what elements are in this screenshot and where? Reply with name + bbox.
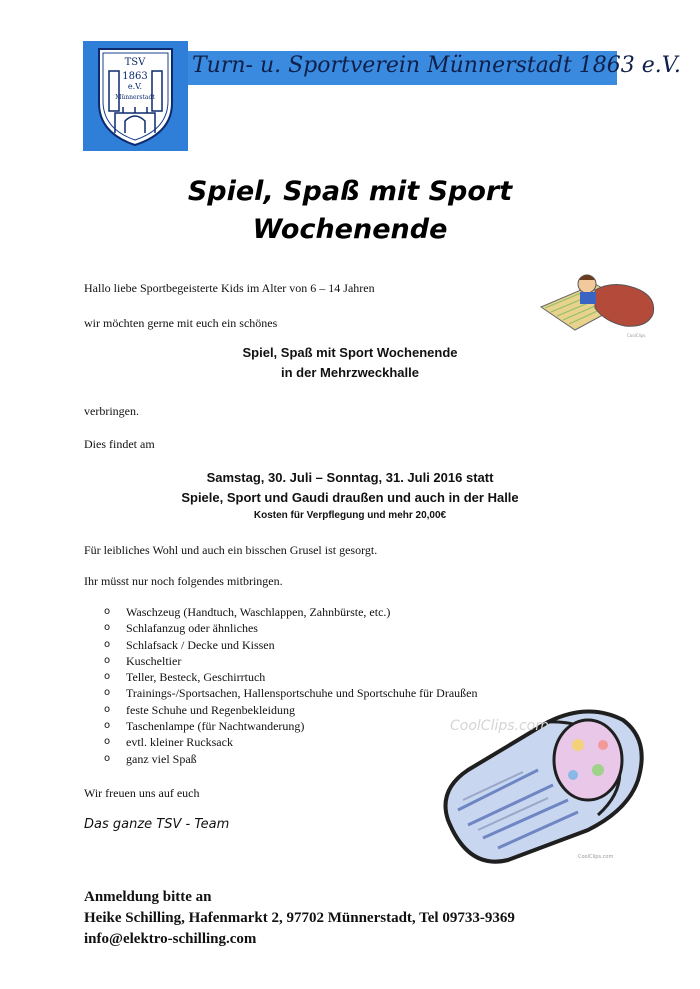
circle-bullet-icon: o (104, 736, 111, 748)
svg-text:Münnerstadt: Münnerstadt (115, 94, 155, 101)
circle-bullet-icon: o (104, 606, 111, 617)
event-heading-line-1: Spiel, Spaß mit Sport Wochenende (242, 345, 458, 360)
circle-bullet-icon: o (104, 654, 111, 666)
list-item-text: Teller, Besteck, Geschirrtuch (126, 670, 266, 685)
list-item (104, 718, 478, 734)
intro-line-1: Hallo liebe Sportbegeisterte Kids im Alter von 6 – 14 Jahren (84, 281, 375, 295)
list-item (104, 669, 478, 685)
list-item-text: Trainings-/Sportsachen, Hallensportschuhe und Sportschuhe für Draußen (126, 686, 478, 701)
spend-text: verbringen. (84, 404, 139, 418)
svg-text:1863: 1863 (122, 71, 148, 82)
contact-address: Heike Schilling, Hafenmarkt 2, 97702 Münnerstadt, Tel 09733-9369 (84, 910, 515, 926)
contact-email: info@elektro-schilling.com (84, 931, 257, 947)
svg-text:TSV: TSV (124, 57, 146, 68)
list-item (104, 685, 478, 701)
list-item-text: Schlafanzug oder ähnliches (126, 621, 258, 636)
sleeping-child-clipart (535, 262, 660, 340)
list-item (104, 751, 478, 767)
club-name: Turn- u. Sportverein Münnerstadt 1863 e.V. (192, 53, 681, 78)
circle-bullet-icon: o (104, 752, 111, 764)
page-title-line-2: Wochenende (252, 214, 448, 245)
list-item (104, 637, 478, 653)
clipart-watermark-small: CoolClips.com (578, 854, 614, 860)
list-item-text: Kuscheltier (126, 653, 182, 668)
event-date: Samstag, 30. Juli – Sonntag, 31. Juli 2016 statt (206, 470, 494, 485)
list-item (104, 620, 478, 636)
circle-bullet-icon: o (104, 720, 111, 732)
list-item-text: Schlafsack / Decke und Kissen (126, 637, 275, 652)
svg-text:e.V.: e.V. (127, 82, 143, 91)
sleeping-bag-clipart (428, 700, 653, 865)
signature: Das ganze TSV - Team (84, 817, 230, 832)
packing-list (104, 604, 478, 767)
registration-label: Anmeldung bitte an (84, 889, 212, 905)
event-activities: Spiele, Sport und Gaudi draußen und auch in der Halle (181, 490, 519, 505)
event-costs: Kosten für Verpflegung und mehr 20,00€ (253, 510, 447, 521)
club-logo (83, 41, 188, 151)
club-crest-icon (83, 41, 188, 151)
welfare-text: Für leibliches Wohl und auch ein bisschen Grusel ist gesorgt. (84, 543, 378, 557)
list-item-text: Waschzeug (Handtuch, Waschlappen, Zahnbürste, etc.) (126, 605, 391, 619)
bring-text: Ihr müsst nur noch folgendes mitbringen. (84, 574, 283, 588)
circle-bullet-icon: o (104, 638, 111, 650)
page-title-line-1: Spiel, Spaß mit Sport (187, 176, 513, 207)
event-heading-line-2: in der Mehrzweckhalle (281, 365, 419, 380)
closing-text: Wir freuen uns auf euch (84, 786, 200, 800)
list-item-text: Taschenlampe (für Nachtwanderung) (126, 719, 305, 734)
circle-bullet-icon: o (104, 622, 111, 634)
list-item-text: evtl. kleiner Rucksack (126, 735, 233, 750)
takes-place-text: Dies findet am (84, 437, 155, 451)
svg-text:CoolClips: CoolClips (627, 333, 646, 338)
clipart-watermark: CoolClips.com (450, 718, 549, 734)
circle-bullet-icon: o (104, 687, 111, 699)
list-item-text: feste Schuhe und Regenbekleidung (126, 702, 295, 717)
circle-bullet-icon: o (104, 703, 111, 715)
list-item (104, 734, 478, 750)
circle-bullet-icon: o (104, 671, 111, 683)
list-item (104, 604, 478, 620)
list-item (104, 653, 478, 669)
intro-line-2: wir möchten gerne mit euch ein schönes (84, 316, 278, 330)
list-item (104, 702, 478, 718)
list-item-text: ganz viel Spaß (126, 751, 197, 766)
